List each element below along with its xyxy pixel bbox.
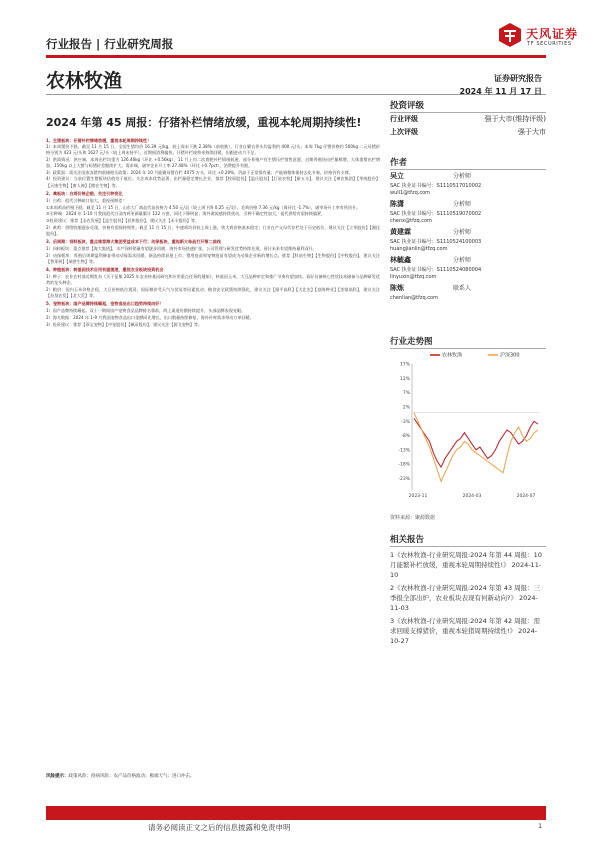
author-email[interactable]: huangjianlin@tfzq.com bbox=[390, 246, 448, 252]
series-line bbox=[414, 413, 538, 482]
rating-panel bbox=[390, 99, 546, 139]
risk-text: 政策风险；疫病风险；农产品价格波动；极端天气；进口冲击。 bbox=[68, 774, 195, 779]
author-card bbox=[390, 285, 546, 305]
section-paragraph: 2）海关数据：2024 年 1-9 月我国宠物食品出口金额同比增长，出口数量持续修复，海外补库需求带动订单回暖。 bbox=[46, 314, 254, 320]
section-paragraph: 1）饲料板块：重点推荐【海大集团】，水产饲料销量有望逐步回暖，海外市场快速扩张，公司管理与研发优势持续兑现，预计未来有望维持量利双升。 bbox=[46, 245, 317, 251]
author-card bbox=[390, 201, 546, 229]
author-name: 吴立 bbox=[390, 172, 404, 180]
trend-chart-svg bbox=[390, 350, 546, 510]
author-email[interactable]: wuli1@tfzq.com bbox=[390, 190, 431, 196]
section-paragraph: ②引种端：2024 年 1-10 月我国祖代白羽肉鸡更新量累计 122 万套，同比下降明显；海外禽流感持续扰动，引种不确定性加大，祖代供给有望持续偏紧。 bbox=[46, 211, 326, 217]
author-card bbox=[390, 257, 546, 285]
author-cert: SAC 执业证书编号：S1110524080004 bbox=[390, 267, 482, 273]
page-number: 1 bbox=[538, 822, 543, 830]
rating-heading: 投资评级 bbox=[390, 99, 546, 113]
rating-key: 上次评级 bbox=[390, 128, 418, 136]
author-email[interactable]: chenx@tfzq.com bbox=[390, 218, 432, 224]
brand-logo bbox=[498, 22, 588, 52]
risk-warning bbox=[46, 774, 380, 781]
author-role: 分析师 bbox=[453, 229, 472, 236]
authors-heading: 作者 bbox=[390, 156, 546, 170]
author-name: 林毓鑫 bbox=[390, 256, 411, 264]
rating-key: 行业评级 bbox=[390, 115, 418, 123]
section-paragraph: 2）黄鸡：供给收缩逐步兑现，价格有望保持韧性。截至 11 月 15 日，中速鸡均价较上周上涨，快大鸡价格基本稳定；行业在产父母代存栏处于历史低位，建议关注【立华股份】【湘佳股份】。 bbox=[46, 224, 380, 236]
author-cert: SAC 执业证书编号：S1110517010002 bbox=[390, 183, 482, 189]
related-report-link[interactable]: 3《农林牧渔-行业研究周报:2024 年第 42 周报：需求回暖支撑猪价，重视本轮猪周期持续性!》 2024-10-27 bbox=[390, 617, 541, 645]
section-paragraph: 1）国产品牌持续崛起。双十一期间国产宠物食品品牌排名靠前，线上渠道份额持续提升，头部品牌表现亮眼。 bbox=[46, 308, 246, 314]
trend-heading: 行业走势图 bbox=[390, 335, 546, 349]
legend-label: 沪深300 bbox=[500, 352, 520, 359]
y-tick-label: -23% bbox=[398, 477, 410, 483]
section-paragraph: 1）种子：农业农村部近期发布《关于征集 2025 年农业转基因研究和应用重点任务的通知》，转基因玉米、大豆品种审定和推广节奏有望加快。看好具备核心性状技术储备与品种研发优势的龙头种企。 bbox=[46, 274, 380, 286]
y-tick-label: 2% bbox=[402, 405, 410, 411]
report-type: 证券研究报告 bbox=[494, 74, 542, 83]
report-title: 2024 年第 45 周报：仔猪补栏情绪放缓，重视本轮周期持续性! bbox=[46, 116, 362, 129]
author-role: 分析师 bbox=[453, 201, 472, 208]
brand-name-cn: 天风证券 bbox=[526, 27, 579, 41]
section-paragraph: ①本周鸡苗价格下跌。截至 11 月 15 日，山东大厂商品代苗价格为 4.50 元/羽（较上周下降 0.25 元/羽），毛鸡价格 7.36 元/kg（周环比 -1.7%），屠宰场开工率有所回升。 bbox=[46, 204, 361, 210]
author-role: 分析师 bbox=[453, 173, 472, 180]
author-role: 联系人 bbox=[453, 285, 472, 292]
y-tick-label: -18% bbox=[398, 462, 410, 468]
report-category: 行业报告 | 行业研究周报 bbox=[46, 37, 174, 51]
section-paragraph: 1）本周猪价下跌。截至 11 月 15 日，全国生猪均价 16.39 元/kg，较上周末下跌 2.38%（前收跌），行业自繁自养头均盈利约 400 元/头；本周 7kg 仔猪价格约 500kg 二元母猪价格分别为 423 元/头和 1627 元/头（较上周末持平），近期损消将偏快。仔猪补栏或带来持续回暖，但跟进动力不足。 bbox=[46, 144, 380, 156]
x-tick-label: 2024-03 bbox=[462, 494, 482, 499]
footer-disclaimer: 请务必阅读正文之后的信息披露和免责申明 bbox=[148, 823, 291, 832]
industry-name: 农林牧渔 bbox=[46, 70, 123, 92]
related-report-link[interactable]: 2《农林牧渔-行业研究周报:2024 年第 43 周报：三季报全部出炉，农业板块表现有何新动向?》 2024-11-03 bbox=[390, 584, 541, 612]
y-tick-label: 12% bbox=[399, 376, 410, 382]
header-rule bbox=[46, 55, 546, 58]
legend-label: 农林牧渔 bbox=[442, 352, 463, 359]
rating-value: 强于大市(维持评级) bbox=[484, 115, 546, 123]
section-heading: 4、种植板块：转基因技术应用有望提速，重视农业板块投资机会 bbox=[46, 267, 164, 273]
rating-value: 强于大市 bbox=[518, 128, 546, 136]
author-cert: SAC 执业证书编号：S1110519070002 bbox=[390, 211, 482, 217]
section-heading: 5、宠物板块：国产品牌持续崛起，宠物食品出口趋势持续向好！ bbox=[46, 301, 164, 307]
section-heading: 2、禽板块：白鸡价格企稳，关注引种变化 bbox=[46, 191, 123, 197]
author-name: 陈炼 bbox=[390, 284, 404, 292]
section-paragraph: 3）投资建议：推荐【乖宝宠物】【中宠股份】【佩蒂股份】，建议关注【源飞宠物】等。 bbox=[46, 321, 203, 327]
author-card bbox=[390, 229, 546, 257]
related-panel bbox=[390, 533, 546, 646]
related-heading: 相关报告 bbox=[390, 533, 546, 547]
chart-source: 资料来源：聚源数据 bbox=[390, 515, 436, 521]
authors-panel bbox=[390, 156, 546, 305]
section-paragraph: 1）白鸡：祖代引种缺口加大，重视预期差！ bbox=[46, 197, 127, 203]
related-report-link[interactable]: 1《农林牧渔-行业研究周报:2024 年第 44 周报：10 月能繁补栏放缓，重视本轮周期持续性!》 2024-11-10 bbox=[390, 551, 542, 579]
section-paragraph: 2）供需情况：供应端，本周出栏均重为 126.46kg（环比 +0.56kg），11 月上旬二次育肥补栏情绪低迷，部分养殖户有生猪压栏惜售意愿，近期养殖场出栏量稍增，大体重猪出栏增加。150kg 以上大猪与标猪价差继续扩大，需求端，屠宰企业开工率 27.48%（环比 +0.7pct），消费提升有限。 bbox=[46, 156, 380, 169]
brand-emblem-icon bbox=[498, 22, 522, 48]
y-tick-label: 7% bbox=[402, 391, 410, 397]
report-date: 2024 年 11 月 17 日 bbox=[459, 87, 542, 96]
author-email[interactable]: linyuxin@tfzq.com bbox=[390, 274, 437, 280]
author-cert: SAC 执业证书编号：S1110524100003 bbox=[390, 239, 482, 245]
y-tick-label: -13% bbox=[398, 448, 410, 454]
report-body bbox=[46, 135, 380, 328]
rating-row bbox=[390, 126, 546, 139]
section-paragraph: 4）投资建议：当前位置生猪板块估值处于低位。关注成本优势显著、出栏量稳定增长企业，推荐【牧原股份】【温氏股份】【巨星农牧】【新五丰】，建议关注【神农集团】【华统股份】【天康生物】【唐人神】【傲农生物】等。 bbox=[46, 176, 380, 188]
footer-bar bbox=[46, 806, 546, 820]
y-tick-label: 17% bbox=[399, 362, 410, 368]
author-role: 分析师 bbox=[453, 257, 472, 264]
rating-row bbox=[390, 113, 546, 126]
series-line bbox=[414, 418, 538, 467]
section-heading: 3、后周期：饲料板块，重点推荐海大集团受益成本下行；动保板块，重视新大单品打开第二曲线 bbox=[46, 239, 221, 245]
author-email[interactable]: chenlian@tfzq.com bbox=[390, 295, 438, 301]
x-tick-label: 2023-11 bbox=[408, 494, 428, 499]
trend-panel bbox=[390, 335, 546, 349]
trend-chart bbox=[390, 350, 546, 510]
section-paragraph: 2）粮价：国内玉米价格企稳，大豆价格低位震荡，国际粮价受天气与贸易等因素扰动；粮食安全政策持续强化，建议关注【隆平高科】【大北农】【登海种业】【荃银高科】，建议关注【苏垦农发】【北大荒】等。 bbox=[46, 286, 380, 298]
risk-label: 风险提示： bbox=[46, 774, 69, 779]
author-name: 陈潇 bbox=[390, 200, 404, 208]
section-paragraph: 2）动保板块：养殖后周期盈利修复带动动保需求回暖，新品持续获批上市；猪用疫苗和宠物疫苗有望成为动保企业新的增长点。推荐【科前生物】【生物股份】【中牧股份】，建议关注【普莱柯】【瑞普生物】等。 bbox=[46, 252, 380, 264]
section-paragraph: 3）政策面：需关注国家冻猪肉收储相关政策；2024 年 10 月能繁母猪存栏 4075 万头，环比 +0.29%，仍高于正常保有量；产能端整体保持去化节奏，价格仍有支撑。 bbox=[46, 169, 353, 175]
brand-name-en: TF SECURITIES bbox=[527, 41, 572, 47]
author-card bbox=[390, 173, 546, 201]
section-heading: 1、生猪板块：仔猪补栏情绪放缓，重视本轮周期持续性！ bbox=[46, 137, 152, 143]
author-name: 黄建霖 bbox=[390, 228, 411, 236]
x-tick-label: 2024-07 bbox=[516, 494, 536, 499]
section-paragraph: ③投资建议：推荐【圣农发展】【益生股份】【民和股份】，建议关注【禾丰股份】等。 bbox=[46, 217, 200, 223]
y-tick-label: -3% bbox=[401, 419, 410, 425]
y-tick-label: -8% bbox=[401, 434, 410, 440]
